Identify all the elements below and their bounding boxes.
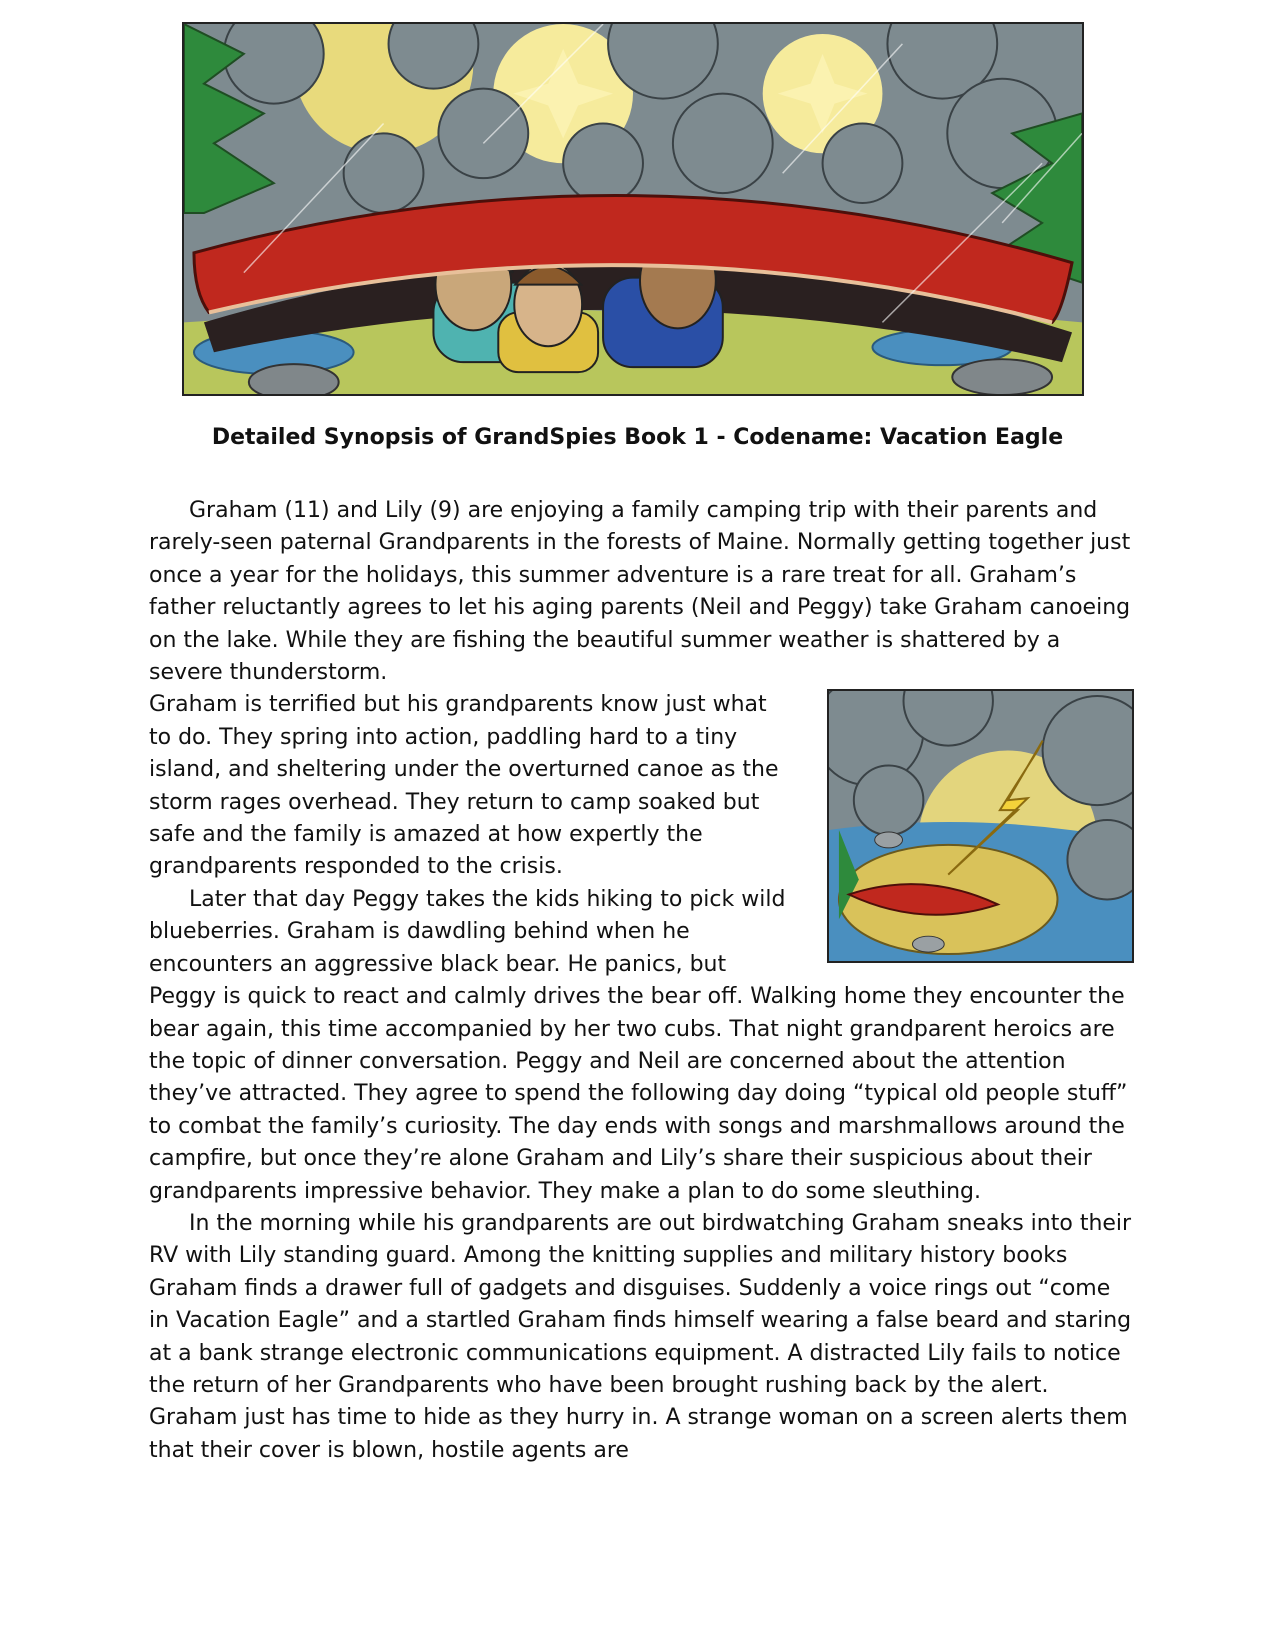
canoe-shelter-illustration <box>184 24 1082 394</box>
document-title: Detailed Synopsis of GrandSpies Book 1 - Codename: Vacation Eagle <box>211 425 1064 450</box>
synopsis-body <box>149 495 1134 1467</box>
lightning-island-illustration <box>829 691 1132 961</box>
inset-illustration <box>827 689 1134 963</box>
paragraph-4: In the morning while his grandparents are out birdwatching Graham sneaks into their RV with Lily standing guard. Among the knitting supplies and military history books Graham finds a drawer full of gadgets and disguises. Suddenly a voice rings out “come in Vacation Eagle” and a startled Graham finds himself wearing a false beard and staring at a bank strange electronic communications equipment. A distracted Lily fails to notice the return of her Grandparents who have been brought rushing back by the alert. Graham just has time to hide as they hurry in. A strange woman on a screen alerts them that their cover is blown, hostile agents are <box>149 1210 1132 1463</box>
paragraph-2: Graham is terrified but his grandparents know just what to do. They spring into action, paddling hard to a tiny island, and sheltering under the overturned canoe as the storm rages overhead. They return to camp soaked but safe and the family is amazed at how expertly the grandparents responded to the crisis. <box>149 692 779 880</box>
paragraph-1: Graham (11) and Lily (9) are enjoying a family camping trip with their parents and rarely-seen paternal Grandparents in the forests of Maine. Normally getting together just once a year for the holidays, this summer adventure is a rare treat for all. Graham’s father reluctantly agrees to let his aging parents (Neil and Peggy) take Graham canoeing on the lake. While they are fishing the beautiful summer weather is shattered by a severe thunderstorm. <box>149 498 1131 686</box>
paragraph-3: Later that day Peggy takes the kids hiking to pick wild blueberries. Graham is dawdling behind when he encounters an aggressive black bear. He panics, but Peggy is quick to react and calmly drives the bear off. Walking home they encounter the bear again, this time accompanied by her two cubs. That night grandparent heroics are the topic of dinner conversation. Peggy and Neil are concerned about the attention they’ve attracted. They agree to spend the following day doing “typical old people stuff” to combat the family’s curiosity. The day ends with songs and marshmallows around the campfire, but once they’re alone Graham and Lily’s share their suspicious about their grandparents impressive behavior. They make a plan to do some sleuthing. <box>149 886 1128 1204</box>
hero-illustration <box>182 22 1084 396</box>
